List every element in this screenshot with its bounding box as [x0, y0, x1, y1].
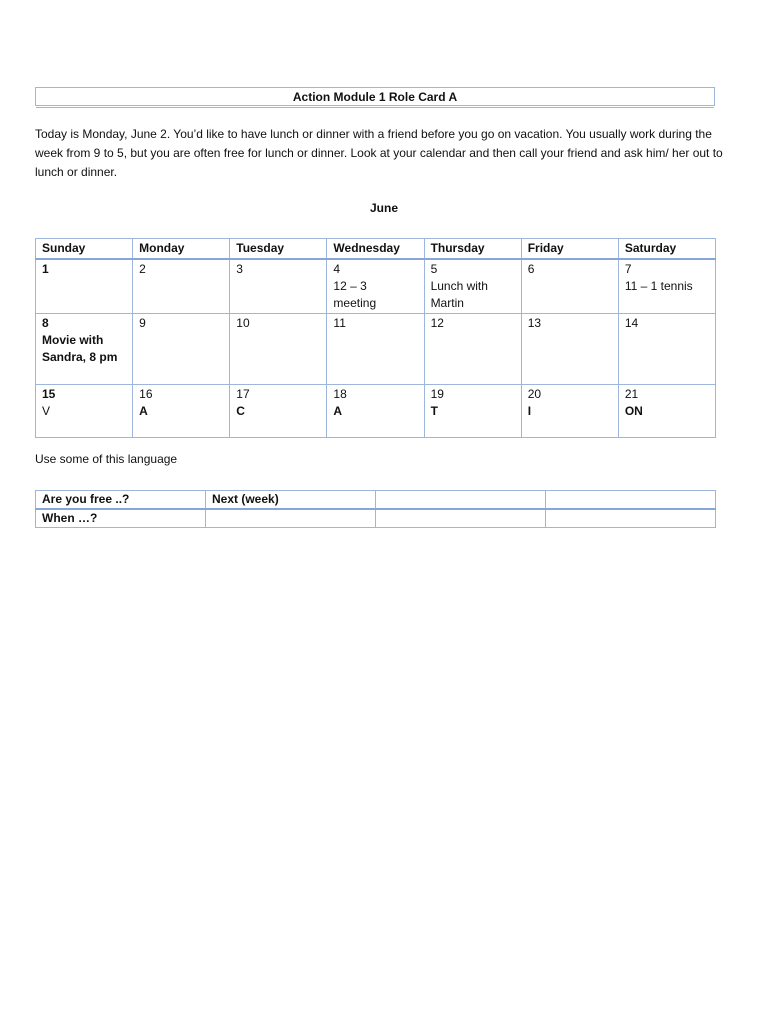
- june-calendar-table: [35, 238, 716, 438]
- calendar-header-row: [36, 239, 716, 260]
- day-number: 17: [236, 387, 250, 401]
- day-number: 12: [430, 316, 444, 330]
- calendar-day-cell: [424, 314, 521, 385]
- vacation-letter: C: [236, 404, 245, 418]
- language-row: [36, 509, 716, 528]
- language-cell: When …?: [36, 509, 206, 528]
- vacation-letter: I: [527, 404, 532, 418]
- day-number: 10: [236, 316, 250, 330]
- event-text: Martin: [430, 296, 464, 310]
- language-cell: [376, 509, 546, 528]
- language-cell: [546, 491, 716, 510]
- vacation-letter: V: [42, 404, 51, 418]
- event-text: Lunch with: [430, 279, 488, 293]
- calendar-day-cell: [424, 385, 521, 438]
- calendar-day-cell: [230, 314, 327, 385]
- day-number: 8: [42, 316, 49, 330]
- vacation-letter: ON: [624, 404, 643, 418]
- vacation-letter: A: [333, 404, 343, 418]
- language-row: [36, 491, 716, 510]
- event-text: meeting: [333, 296, 377, 310]
- calendar-day-cell: [618, 259, 715, 314]
- day-number: 4: [333, 262, 341, 276]
- day-number: 3: [236, 262, 243, 276]
- day-number: 7: [624, 262, 632, 276]
- calendar-day-cell: [133, 385, 230, 438]
- event-text: Sandra, 8 pm: [42, 350, 118, 364]
- language-cell: Are you free ..?: [36, 491, 206, 510]
- calendar-week-row: [36, 259, 716, 314]
- calendar-day-cell: [327, 259, 424, 314]
- day-number: 14: [624, 316, 639, 330]
- event-text: 12 – 3: [333, 279, 367, 293]
- language-cell: [546, 509, 716, 528]
- day-number: 20: [527, 387, 542, 401]
- header-tuesday: Tuesday: [230, 239, 327, 260]
- calendar-day-cell: [133, 314, 230, 385]
- header-friday: Friday: [521, 239, 618, 260]
- calendar-day-cell: [618, 385, 715, 438]
- header-monday: Monday: [133, 239, 230, 260]
- role-card-title-text: Action Module 1 Role Card A: [292, 89, 458, 104]
- event-text: Movie with: [42, 333, 104, 347]
- header-wednesday: Wednesday: [327, 239, 424, 260]
- day-number: 16: [139, 387, 153, 401]
- calendar-day-cell: [36, 314, 133, 385]
- event-text: 11 – 1 tennis: [624, 279, 693, 293]
- language-table: [35, 490, 716, 528]
- header-thursday: Thursday: [424, 239, 521, 260]
- language-prompt: Use some of this language: [35, 452, 178, 466]
- calendar-day-cell: [424, 259, 521, 314]
- header-saturday: Saturday: [618, 239, 715, 260]
- calendar-day-cell: [618, 314, 715, 385]
- calendar-day-cell: [36, 259, 133, 314]
- calendar-month-heading: June: [369, 201, 398, 215]
- language-cell: [376, 491, 546, 510]
- calendar-day-cell: [521, 385, 618, 438]
- language-cell: Next (week): [206, 491, 376, 510]
- day-number: 21: [624, 387, 639, 401]
- day-number: 1: [42, 262, 49, 276]
- calendar-day-cell: [36, 385, 133, 438]
- vacation-letter: T: [430, 404, 438, 418]
- calendar-day-cell: [133, 259, 230, 314]
- calendar-week-row: [36, 314, 716, 385]
- day-number: 2: [139, 262, 146, 276]
- calendar-day-cell: [327, 385, 424, 438]
- day-number: 11: [333, 316, 346, 330]
- calendar-day-cell: [521, 314, 618, 385]
- day-number: 9: [139, 316, 146, 330]
- day-number: 18: [333, 387, 347, 401]
- role-card-title: [35, 87, 715, 106]
- day-number: 19: [430, 387, 444, 401]
- calendar-day-cell: [230, 259, 327, 314]
- day-number: 13: [527, 316, 542, 330]
- calendar-week-row: [36, 385, 716, 438]
- vacation-letter: A: [139, 404, 148, 418]
- calendar-day-cell: [327, 314, 424, 385]
- day-number: 5: [430, 262, 438, 276]
- calendar-day-cell: [230, 385, 327, 438]
- day-number: 6: [527, 262, 535, 276]
- calendar-day-cell: [521, 259, 618, 314]
- intro-paragraph: Today is Monday, June 2. You’d like to have lunch or dinner with a friend before you go on vacation. You usually work during the week from 9 to 5, but you are often free for lunch or dinner. Look at your calendar and then call your friend and ask him/ her out to lunch or dinner.: [35, 127, 723, 179]
- day-number: 15: [42, 387, 56, 401]
- language-cell: [206, 509, 376, 528]
- header-sunday: Sunday: [36, 239, 133, 260]
